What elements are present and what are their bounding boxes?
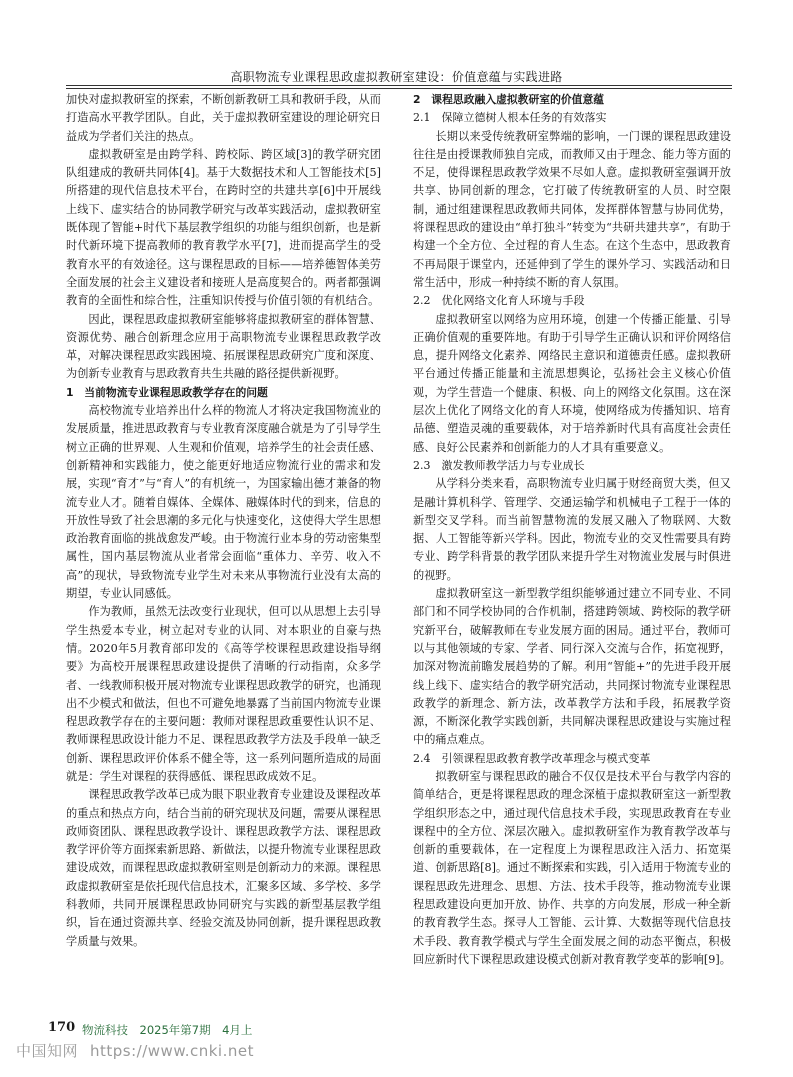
paragraph: 拟教研室与课程思政的融合不仅仅是技术平台与教学内容的简单结合，更是将课程思政的理念深植于虚拟教研室这一新型教学组织形态之中，通过现代信息技术手段，实现思政教育在专业课程中的全方位、深层次融入。虚拟教研室作为教育教学改革与创新的重要载体，在一定程度上为课程思政注入活力、拓宽渠道、创新思路[8]。通过不断探索和实践，引入适用于物流专业的课程思政先进理念、思想、方法、技术手段等，推动物流专业课程思政建设向更加开放、协作、共享的方向发展，形成一种全新的教育教学生态。探寻人工智能、云计算、大数据等现代信息技术手段、教育教学模式与学生全面发展之间的动态平衡点，积极回应新时代下课程思政建设模式创新对教育教学变革的影响[9]。 bbox=[413, 769, 731, 966]
header-rule bbox=[66, 85, 732, 86]
subsection-heading: 2.1 保障立德树人根本任务的有效落实 bbox=[413, 111, 607, 125]
watermark-brand: 中国知网 bbox=[16, 1042, 79, 1060]
paragraph: 加快对虚拟教研室的探索，不断创新教研工具和教研手段，从而打造高水平教学团队。自此，关于虚拟教研室建设的理论研究日益成为学者们关注的热点。 bbox=[66, 93, 381, 143]
paragraph: 高校物流专业培养出什么样的物流人才将决定我国物流业的发展质量，推进思政教育与专业教育深度融合就是为了引导学生树立正确的世界观、人生观和价值观，培养学生的社会责任感、创新精神和实践能力，使之能更好地适应物流行业的需求和发展，实现“育才”与“育人”的有机统一，为国家输出德才兼备的物流专业人才。随着自媒体、全媒体、融媒体时代的到来，信息的开放性导致了社会思潮的多元化与快速变化，这使得大学生思想政治教育面临的挑战愈发严峻。由于物流行业本身的劳动密集型属性，国内基层物流从业者常会面临“重体力、辛劳、收入不高”的现状，导致物流专业学生对未来从事物流行业没有太高的期望，专业认同感低。 bbox=[66, 404, 381, 601]
journal-info: 物流科技 2025年第7期 4月上 bbox=[82, 1023, 253, 1037]
paragraph: 课程思政教学改革已成为眼下职业教育专业建设及课程改革的重点和热点方向，结合当前的研究现状及问题，需要从课程思政师资团队、课程思政教学设计、课程思政教学方法、课程思政教学评价等方面探索新思路、新做法，以提升物流专业课程思政建设成效，而课程思政虚拟教研室则是创新动力的来源。课程思政虚拟教研室是依托现代信息技术，汇聚多区域、多学校、多学科教师，共同开展课程思政协同研究与实践的新型基层教学组织，旨在通过资源共享、经验交流及协同创新，提升课程思政教学质量与效果。 bbox=[66, 788, 381, 948]
header-rule-thin bbox=[66, 88, 732, 89]
paragraph: 长期以来受传统教研室弊端的影响，一门课的课程思政建设往往是由授课教师独自完成，而教师又由于理念、能力等方面的不足，使得课程思政教学效果不尽如人意。虚拟教研室强调开放共享、协同创新的理念，它打破了传统教研室的人员、时空限制，通过组建课程思政教师共同体，发挥群体智慧与协同优势，将课程思政的建设由“单打独斗”转变为“共研共建共享”，有助于构建一个全方位、全过程的育人生态。在这个生态中，思政教育不再局限于课堂内，还延伸到了学生的课外学习、实践活动和日常生活中，形成一种持续不断的育人氛围。 bbox=[413, 129, 731, 289]
right-column bbox=[413, 91, 731, 969]
left-column bbox=[66, 91, 381, 951]
subsection-heading: 2.4 引领课程思政教育教学改革理念与模式变革 bbox=[413, 751, 651, 765]
subsection-heading: 2.2 优化网络文化育人环境与手段 bbox=[413, 294, 585, 308]
paragraph: 虚拟教研室这一新型教学组织能够通过建立不同专业、不同部门和不同学校协同的合作机制，搭建跨领域、跨校际的教学研究新平台，破解教师在专业发展方面的困局。通过平台，教师可以与其他领域的专家、学者、同行深入交流与合作，拓宽视野，加深对物流前瞻发展趋势的了解。利用“智能+”的先进手段开展线上线下、虚实结合的教学研究活动，共同探讨物流专业课程思政教学的新理念、新方法，改革教学方法和手段，拓展教学资源，不断深化教学实践创新，共同解决课程思政建设与实施过程中的痛点难点。 bbox=[413, 587, 731, 747]
paragraph: 虚拟教研室是由跨学科、跨校际、跨区域[3]的教学研究团队组建成的教研共同体[4]。基于大数据技术和人工智能技术[5]所搭建的现代信息技术平台，在跨时空的共建共享[6]中开展线上线下、虚实结合的协同教学研究与改革实践活动，虚拟教研室既体现了智能+时代下基层教学组织的功能与组织创新，也是新时代新环境下提高教师的教育教学水平[7]，进而提高学生的受教育水平的有效途径。这与课程思政的目标——培养德智体美劳全面发展的社会主义建设者和接班人是高度契合的。两者都强调教育的全面性和综合性，注重知识传授与价值引领的有机结合。 bbox=[66, 147, 381, 308]
watermark-url[interactable]: https://www.cnki.net bbox=[90, 1042, 254, 1060]
paragraph: 虚拟教研室以网络为应用环境，创建一个传播正能量、引导正确价值观的重要阵地。有助于引导学生正确认识和评价网络信息，提升网络文化素养、网络民主意识和道德责任感。虚拟教研平台通过传播正能量和主流思想舆论，弘扬社会主义核心价值观，为学生营造一个健康、积极、向上的网络文化氛围。这在深层次上优化了网络文化的育人环境，使网络成为传播知识、培育品德、塑造灵魂的重要载体，对于培养新时代具有高度社会责任感、良好公民素养和创新能力的人才具有重要意义。 bbox=[413, 312, 731, 454]
cnki-watermark bbox=[16, 1040, 254, 1061]
running-title: 高职物流专业课程思政虚拟教研室建设：价值意蕴与实践进路 bbox=[230, 70, 563, 84]
page-number: 170 bbox=[48, 1020, 76, 1035]
section-heading: 2 课程思政融入虚拟教研室的价值意蕴 bbox=[413, 93, 605, 106]
paragraph: 因此，课程思政虚拟教研室能够将虚拟教研室的群体智慧、资源优势、融合创新理念应用于高职物流专业课程思政教学改革，对解决课程思政实践困境、拓展课程思政研究广度和深度、为创新专业教育与思政教育共生共融的路径提供新视野。 bbox=[66, 312, 381, 381]
paragraph: 从学科分类来看，高职物流专业归属于财经商贸大类，但又是融计算机科学、管理学、交通运输学和机械电子工程于一体的新型交叉学科。而当前智慧物流的发展又融入了物联网、大数据、人工智能等新兴学科。因此，物流专业的交叉性需要具有跨专业、跨学科背景的教学团队来提升学生对物流业发展与时俱进的视野。 bbox=[413, 477, 731, 582]
paragraph: 作为教师，虽然无法改变行业现状，但可以从思想上去引导学生热爱本专业，树立起对专业的认同、对本职业的自豪与热情。2020年5月教育部印发的《高等学校课程思政建设指导纲要》为高校开展课程思政建设提供了清晰的行动指南，众多学者、一线教师积极开展对物流专业课程思政教学的研究，也涌现出不少模式和做法，但也不可避免地暴露了当前国内物流专业课程思政教学存在的主要问题：教师对课程思政重要性认识不足、教师课程思政设计能力不足、课程思政教学方法及手段单一缺乏创新、课程思政评价体系不健全等，这一系列问题所造成的局面就是：学生对课程的获得感低、课程思政成效不足。 bbox=[66, 605, 381, 783]
section-heading: 1 当前物流专业课程思政教学存在的问题 bbox=[66, 385, 268, 399]
subsection-heading: 2.3 激发教师教学活力与专业成长 bbox=[413, 458, 585, 472]
